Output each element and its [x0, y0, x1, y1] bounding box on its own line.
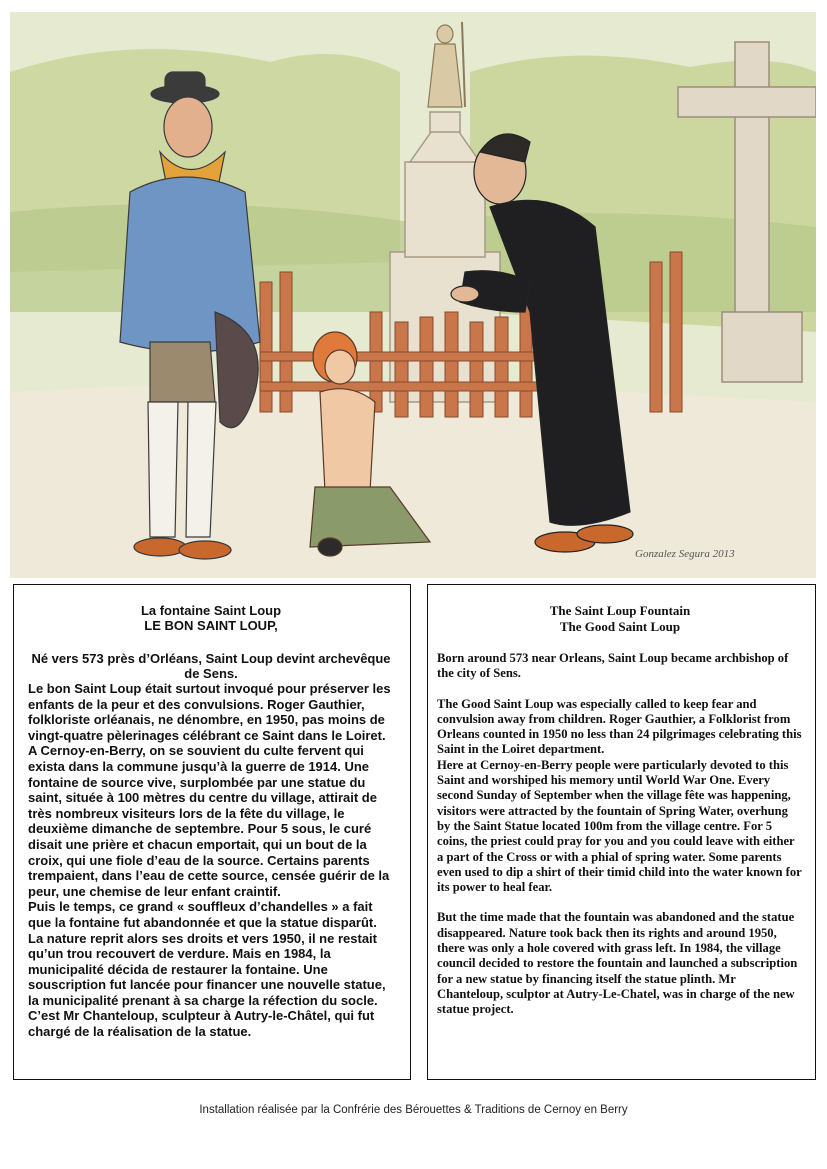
english-intro: Born around 573 near Orleans, Saint Loup became archbishop of the city of Sens. — [437, 651, 789, 681]
artist-signature: Gonzalez Segura 2013 — [635, 548, 735, 560]
english-paragraph-2: But the time made that the fountain was abandoned and the statue disappeared. Nature took back then its rights and around 1950, there was only a hole covered with grass left. In 1984, the village council decided to restore the fountain and launched a subscription for a new statue by financing itself the statue plinth. Mr Chanteloup, sculptor at Autry-Le-Chatel, was in charge of the new statue project. — [437, 910, 798, 1017]
english-text-panel — [427, 584, 816, 1080]
drawing-svg — [10, 12, 816, 578]
french-text-panel — [13, 584, 411, 1080]
french-intro: Né vers 573 près d’Orléans, Saint Loup devint archevêque de Sens. — [31, 651, 391, 681]
english-title: The Saint Loup Fountain — [549, 603, 691, 618]
french-title: La fontaine Saint Loup — [140, 603, 282, 618]
french-body: Le bon Saint Loup était surtout invoqué pour préserver les enfants de la peur et des convulsions. Roger Gauthier, folkloriste orléanais, ne dénombre, en 1950, pas moins de vingt-quatre pèlerinages célébrant ce Saint dans le Loiret. A Cernoy-en-Berry, on se souvient du culte fervent qui exista dans la commune jusqu’à la guerre de 1914. Une fontaine de source vive, surplombée par une statue du saint, située à 100 mètres du centre du village, attirait de très nombreux visiteurs lors de la fête du village, le deuxième dimanche de septembre. Pour 5 sous, le curé disait une prière et chacun emportait, qui un bout de la croix, qui une fiole d’eau de la source. Certains parents trempaient, dans l’eau de cette source, censée guérir de la peur, une chemise de leur enfant craintif. Puis le temps, ce grand « souffleux d’chandelles » a fait que la fontaine fut abandonnée et que la statue disparût. La nature reprit alors ses droits et vers 1950, il ne restait qu’un trou recouvert de verdure. Mais en 1984, la municipalité décida de restaurer la fontaine. Une souscription fut lancée pour financer une nouvelle statue, la municipalité prenant à sa charge la réfection du socle. C’est Mr Chanteloup, sculpteur à Autry-le-Châtel, qui fut chargé de la réalisation de la statue. — [28, 681, 391, 1040]
english-subtitle: The Good Saint Loup — [559, 619, 681, 634]
french-subtitle: LE BON SAINT LOUP, — [144, 618, 278, 633]
saint-loup-illustration — [10, 12, 816, 578]
english-paragraph-1: The Good Saint Loup was especially called to keep fear and convulsion away from children. Roger Gauthier, a Folklorist from Orleans counted in 1950 no less than 24 pilgrimages celebrating this Saint in the Loiret department. Here at Cernoy-en-Berry people were particularly devoted to this Saint and worshiped his memory until World War One. Every second Sunday of September when the village fête was happening, visitors were attracted by the fountain of Spring Water, overhung by the Saint Statue located 100m from the village centre. For 5 coins, the priest could pray for you and you could leave with either a part of the Cross or with a phial of spring water. Some parents even used to dip a shirt of their timid child into the water known for its power to heal fear. — [437, 696, 802, 895]
footer-credit: Installation réalisée par la Confrérie des Bérouettes & Traditions de Cernoy en Berry — [199, 1104, 628, 1116]
